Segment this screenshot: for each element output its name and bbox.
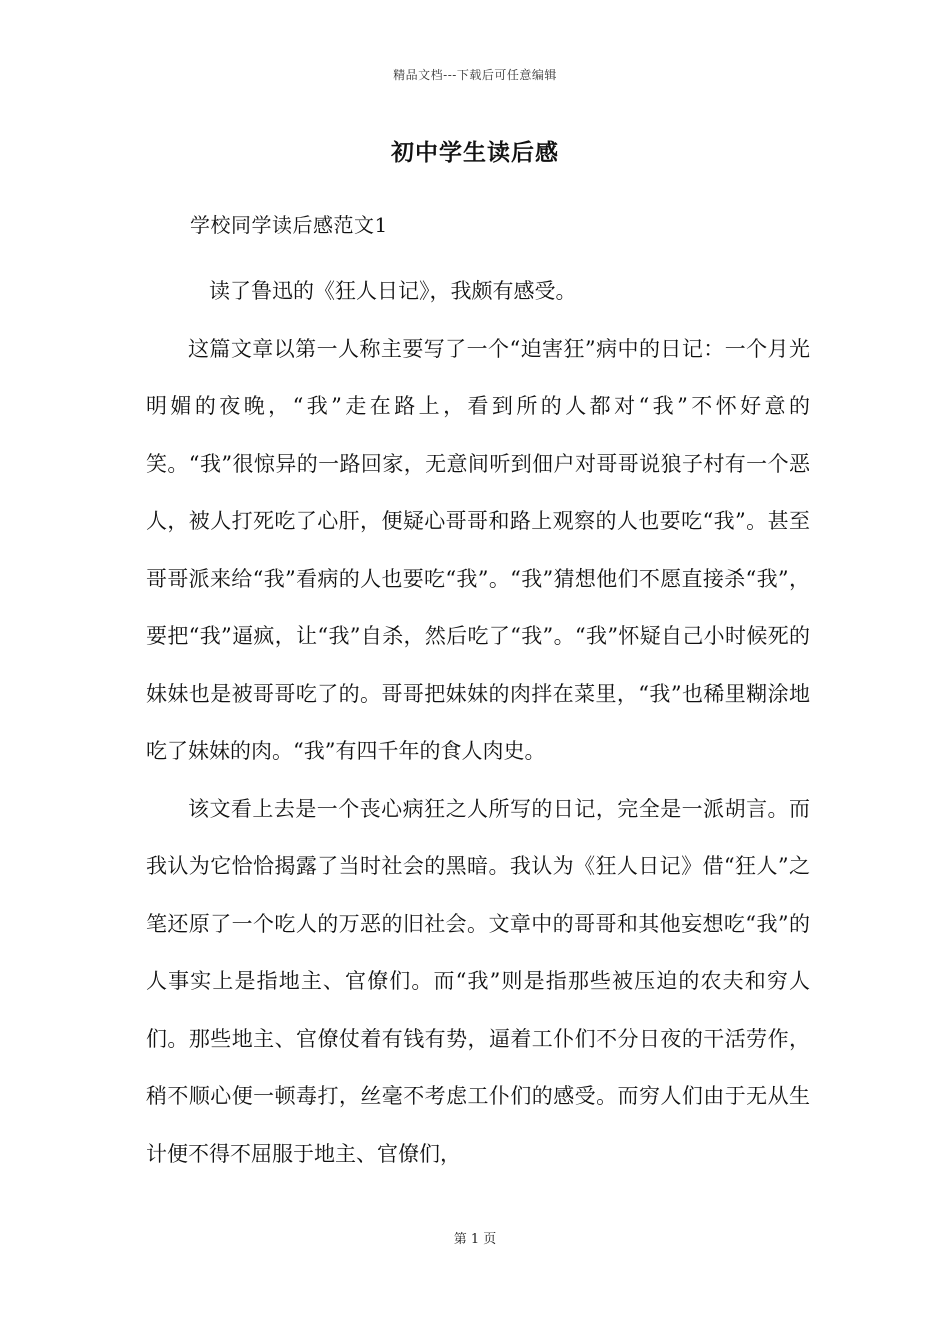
document-title: 初中学生读后感 (391, 139, 559, 166)
page-header: 精品文档---下载后可任意编辑 (393, 68, 557, 82)
paragraph-analysis: 该文看上去是一个丧心病狂之人所写的日记，完全是一派胡言。而我认为它恰恰揭露了当时社会的黑暗。我认为《狂人日记》借“狂人”之笔还原了一个吃人的万恶的旧社会。文章中的哥哥和其他妄想吃“我”的人事实上是指地主、官僚们。而“我”则是指那些被压迫的农夫和穷人们。那些地主、官僚仗着有钱有势，逼着工仆们不分日夜的干活劳作，稍不顺心便一顿毒打，丝毫不考虑工仆们的感受。而穷人们由于无从生计便不得不屈服于地主、官僚们， (146, 796, 810, 1166)
document-body (146, 263, 810, 1183)
page-number: 第 1 页 (453, 1232, 497, 1247)
paragraph-summary: 这篇文章以第一人称主要写了一个“迫害狂”病中的日记：一个月光明媚的夜晚，“我”走在路上，看到所的人都对“我”不怀好意的笑。“我”很惊异的一路回家，无意间听到佃户对哥哥说狼子村有一个恶人，被人打死吃了心肝，便疑心哥哥和路上观察的人也要吃“我”。甚至哥哥派来给“我”看病的人也要吃“我”。“我”猜想他们不愿直接杀“我”，要把“我”逼疯，让“我”自杀，然后吃了“我”。“我”怀疑自己小时候死的妹妹也是被哥哥吃了的。哥哥把妹妹的肉拌在菜里，“我”也稀里糊涂地吃了妹妹的肉。“我”有四千年的食人肉史。 (146, 336, 810, 763)
document-subtitle: 学校同学读后感范文1 (190, 213, 388, 237)
paragraph-intro: 读了鲁迅的《狂人日记》，我颇有感受。 (209, 279, 577, 303)
